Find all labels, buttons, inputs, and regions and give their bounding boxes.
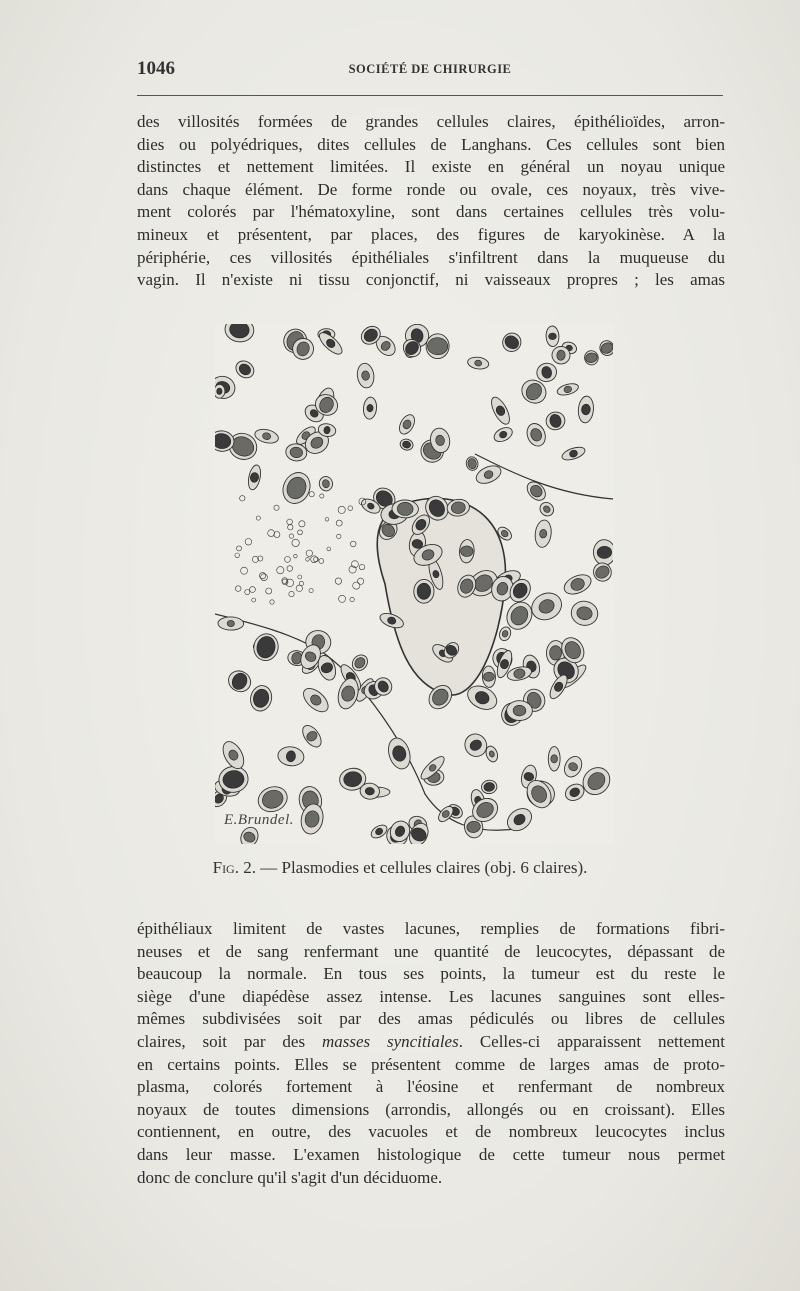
- text-line: en certains points. Elles se présentent comme de larges amas de proto-: [137, 1054, 725, 1074]
- text-line: des villosités formées de grandes cellules claires, épithélioïdes, arron-: [137, 112, 725, 131]
- text-line: donc de conclure qu'il s'agit d'un déciduome.: [137, 1167, 443, 1187]
- cell-nucleus: [367, 404, 374, 412]
- cell-nucleus: [549, 646, 561, 661]
- text-line: distinctes et nettement limitées. Il existe en général un noyau unique: [137, 157, 725, 177]
- text-line: neuses et de sang renfermant une quantité de leucocytes, dépassant de: [137, 941, 725, 961]
- cell-nucleus: [474, 360, 482, 367]
- cell-nucleus: [551, 755, 558, 763]
- figure-caption: [0, 858, 800, 878]
- histology-figure: [215, 324, 613, 844]
- page-number: 1046: [137, 58, 175, 79]
- text-line: mineux et présentent, par places, des figures de karyokinèse. A la: [137, 224, 725, 244]
- cell-nucleus: [427, 337, 448, 355]
- italic-term: masses syncitiales: [321, 1031, 459, 1051]
- text-fragment: . Celles-ci apparaissent nettement: [458, 1031, 725, 1051]
- cell-nucleus: [483, 672, 494, 682]
- text-line: vagin. Il n'existe ni tissu conjonctif, ni vaisseaux propres ; les amas: [137, 270, 725, 290]
- cell-nucleus: [513, 705, 526, 716]
- text-line: contiennent, en outre, des vacuoles et de nombreux leucocytes inclus: [137, 1122, 725, 1142]
- text-line: plasma, colorés fortement à l'éosine et renfermant de nombreux: [137, 1077, 725, 1097]
- cell-nucleus: [217, 388, 223, 395]
- text-line: dans leur masse. L'examen histologique de cette tumeur nous permet: [137, 1144, 725, 1164]
- text-line: ment colorés par l'hématoxyline, sont dans certaines cellules très volu-: [137, 202, 725, 222]
- cell-nucleus: [548, 333, 556, 340]
- paragraph-bottom: [137, 918, 725, 1189]
- caption-label: Fig. 2.: [212, 858, 256, 877]
- text-line: siège d'une diapédèse assez intense. Les lacunes sanguines sont elles-: [137, 986, 725, 1006]
- text-line: noyaux de toutes dimensions (arrondis, allongés ou en croissant). Elles: [137, 1099, 725, 1119]
- caption-text: — Plasmodies et cellules claires (obj. 6 claires).: [255, 858, 588, 877]
- text-line: dans chaque élément. De forme ronde ou ovale, ces noyaux, très vive-: [137, 179, 725, 199]
- cell-nucleus: [397, 502, 413, 516]
- text-line: [137, 1031, 725, 1054]
- text-line: dies ou polyédriques, dites cellules de Langhans. Ces cellules sont bien: [137, 134, 725, 154]
- header-rule: [137, 95, 723, 96]
- cell-nucleus: [417, 583, 431, 599]
- histology-illustration: [215, 324, 613, 844]
- text-line: mêmes subdivisées soit par des amas pédiculés ou libres de cellules: [137, 1009, 725, 1029]
- page-header: [137, 58, 723, 82]
- text-line: périphérie, ces villosités épithéliales s'infiltrent dans la muqueuse du: [137, 247, 725, 267]
- paragraph-top: [137, 111, 725, 292]
- text-line: beaucoup la normale. En tous ses points, la tumeur est du reste le: [137, 964, 725, 984]
- running-head: SOCIÉTÉ DE CHIRURGIE: [348, 62, 512, 76]
- illustrator-signature: E.Brundel.: [224, 812, 294, 828]
- text-fragment: claires, soit par des: [137, 1031, 322, 1051]
- cell-nucleus: [227, 620, 235, 626]
- text-line: épithéliaux limitent de vastes lacunes, remplies de formations fibri-: [137, 919, 725, 938]
